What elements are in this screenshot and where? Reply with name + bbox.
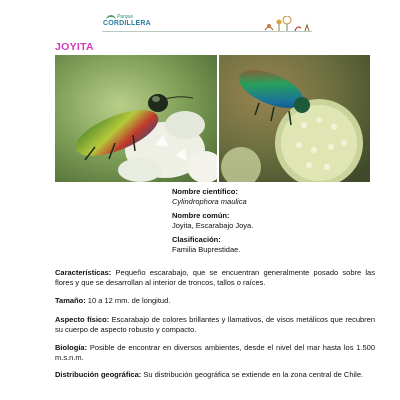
common-name-value: Joyita, Escarabajo Joya. bbox=[172, 220, 254, 230]
scientific-name-value: Cylindrophora maulica bbox=[172, 196, 247, 206]
beetle-photo-left bbox=[55, 55, 217, 182]
common-name-label: Nombre común: bbox=[172, 211, 230, 220]
scientific-name-label: Nombre científico: bbox=[172, 187, 238, 196]
species-details bbox=[172, 187, 372, 254]
logo-text: CORDILLERA bbox=[103, 20, 151, 27]
beetle-photo-right bbox=[219, 55, 370, 182]
plant-decoration-icon bbox=[263, 16, 313, 32]
distribution-label: Distribución geográfica: bbox=[55, 370, 142, 379]
classification-label: Clasificación: bbox=[172, 235, 221, 244]
logo-small-text: Parque bbox=[117, 14, 134, 20]
characteristics-label: Características: bbox=[55, 268, 112, 277]
size-label: Tamaño: bbox=[55, 296, 86, 305]
appearance-paragraph bbox=[55, 315, 375, 335]
page-title: JOYITA bbox=[55, 41, 94, 53]
distribution-paragraph bbox=[55, 370, 375, 380]
park-logo bbox=[103, 14, 151, 32]
page-header bbox=[0, 0, 400, 38]
size-text: 10 a 12 mm. de longitud. bbox=[87, 296, 171, 305]
biology-label: Biología: bbox=[55, 343, 88, 352]
characteristics-text: Pequeño escarabajo, que se encuentran generalmente posado sobre las flores y que se desarrollan al interior de troncos, tallos o raíces. bbox=[55, 268, 375, 287]
classification-value: Familia Buprestidae. bbox=[172, 244, 241, 254]
size-paragraph bbox=[55, 296, 375, 306]
biology-text: Posible de encontrar en diversos ambientes, desde el nivel del mar hasta los 1.500 m.s.n.m. bbox=[55, 343, 375, 362]
characteristics-paragraph bbox=[55, 268, 375, 288]
distribution-text: Su distribución geográfica se extiende en la zona central de Chile. bbox=[143, 370, 364, 379]
biology-paragraph bbox=[55, 343, 375, 363]
appearance-label: Aspecto físico: bbox=[55, 315, 110, 324]
header-divider bbox=[102, 31, 312, 32]
appearance-text: Escarabajo de colores brillantes y llamativos, de visos metálicos que recubren su cuerpo de aspecto robusto y compacto. bbox=[55, 315, 376, 334]
